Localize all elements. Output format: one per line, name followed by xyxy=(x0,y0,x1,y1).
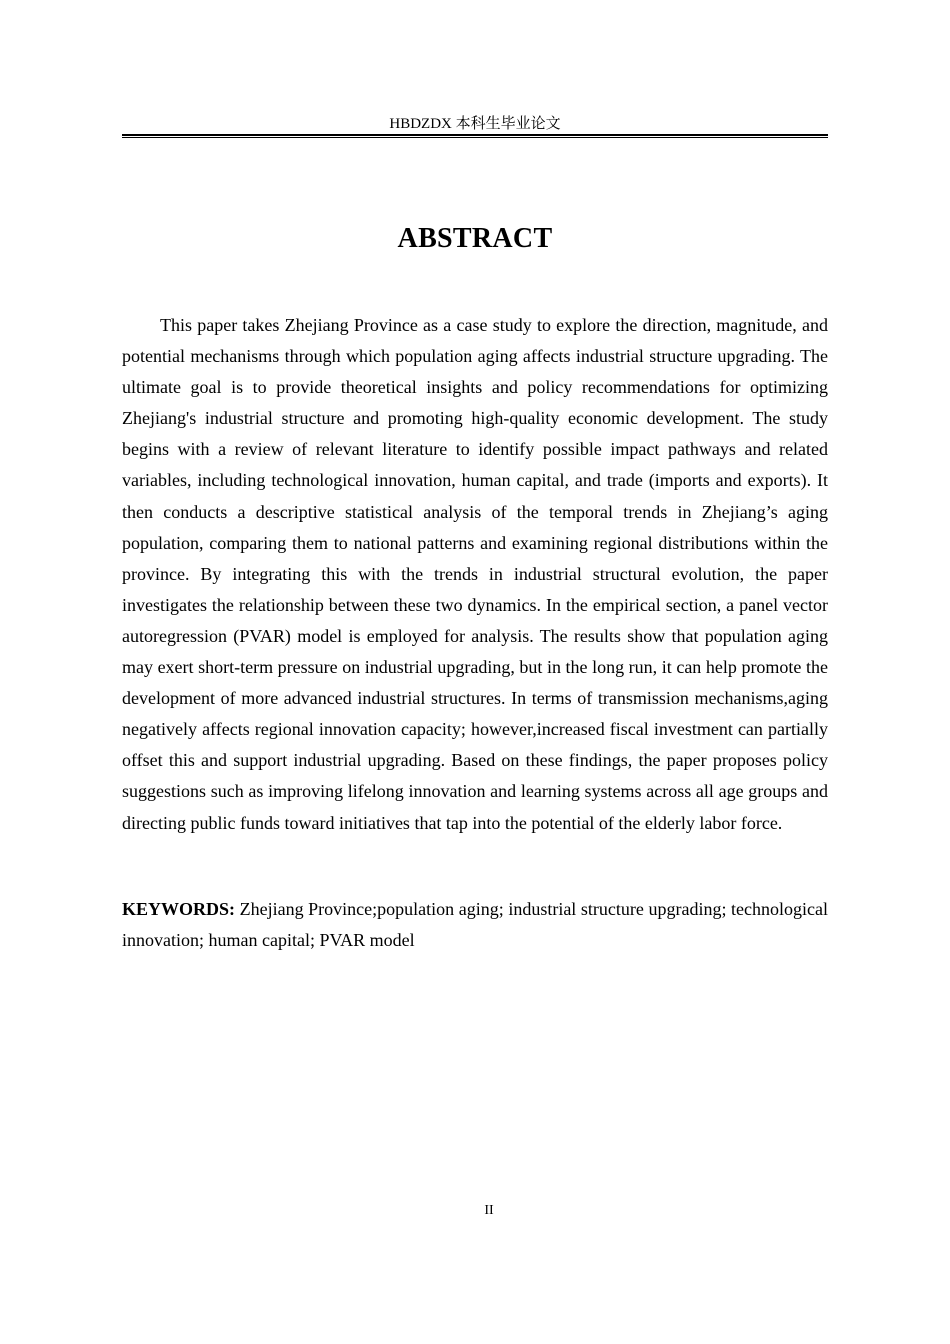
running-header: HBDZDX 本科生毕业论文 xyxy=(389,116,561,132)
keywords-label: KEYWORDS: xyxy=(122,899,236,919)
keywords-text: Zhejiang Province;population aging; industrial structure upgrading; technological innovation; human capital; PVAR model xyxy=(122,899,828,950)
header-rule xyxy=(122,134,828,138)
page-number: II xyxy=(484,1203,494,1218)
abstract-title: ABSTRACT xyxy=(397,223,553,254)
keywords-paragraph xyxy=(122,894,828,956)
abstract-body: This paper takes Zhejiang Province as a case study to explore the direction, magnitude, and potential mechanisms through which population aging affects industrial structure upgrading. The ultimate goal is to provide theoretical insights and policy recommendations for optimizing Zhejiang's industrial structure and promoting high-quality economic development. The study begins with a review of relevant literature to identify possible impact pathways and related variables, including technological innovation, human capital, and trade (imports and exports). It then conducts a descriptive statistical analysis of the temporal trends in Zhejiang’s aging population, comparing them to national patterns and examining regional distributions within the province. By integrating this with the trends in industrial structural evolution, the paper investigates the relationship between these two dynamics. In the empirical section, a panel vector autoregression (PVAR) model is employed for analysis. The results show that population aging may exert short-term pressure on industrial upgrading, but in the long run, it can help promote the development of more advanced industrial structures. In terms of transmission mechanisms,aging negatively affects regional innovation capacity; however,increased fiscal investment can partially offset this and support industrial upgrading. Based on these findings, the paper proposes policy suggestions such as improving lifelong innovation and learning systems across all age groups and directing public funds toward initiatives that tap into the potential of the elderly labor force. xyxy=(122,315,828,833)
